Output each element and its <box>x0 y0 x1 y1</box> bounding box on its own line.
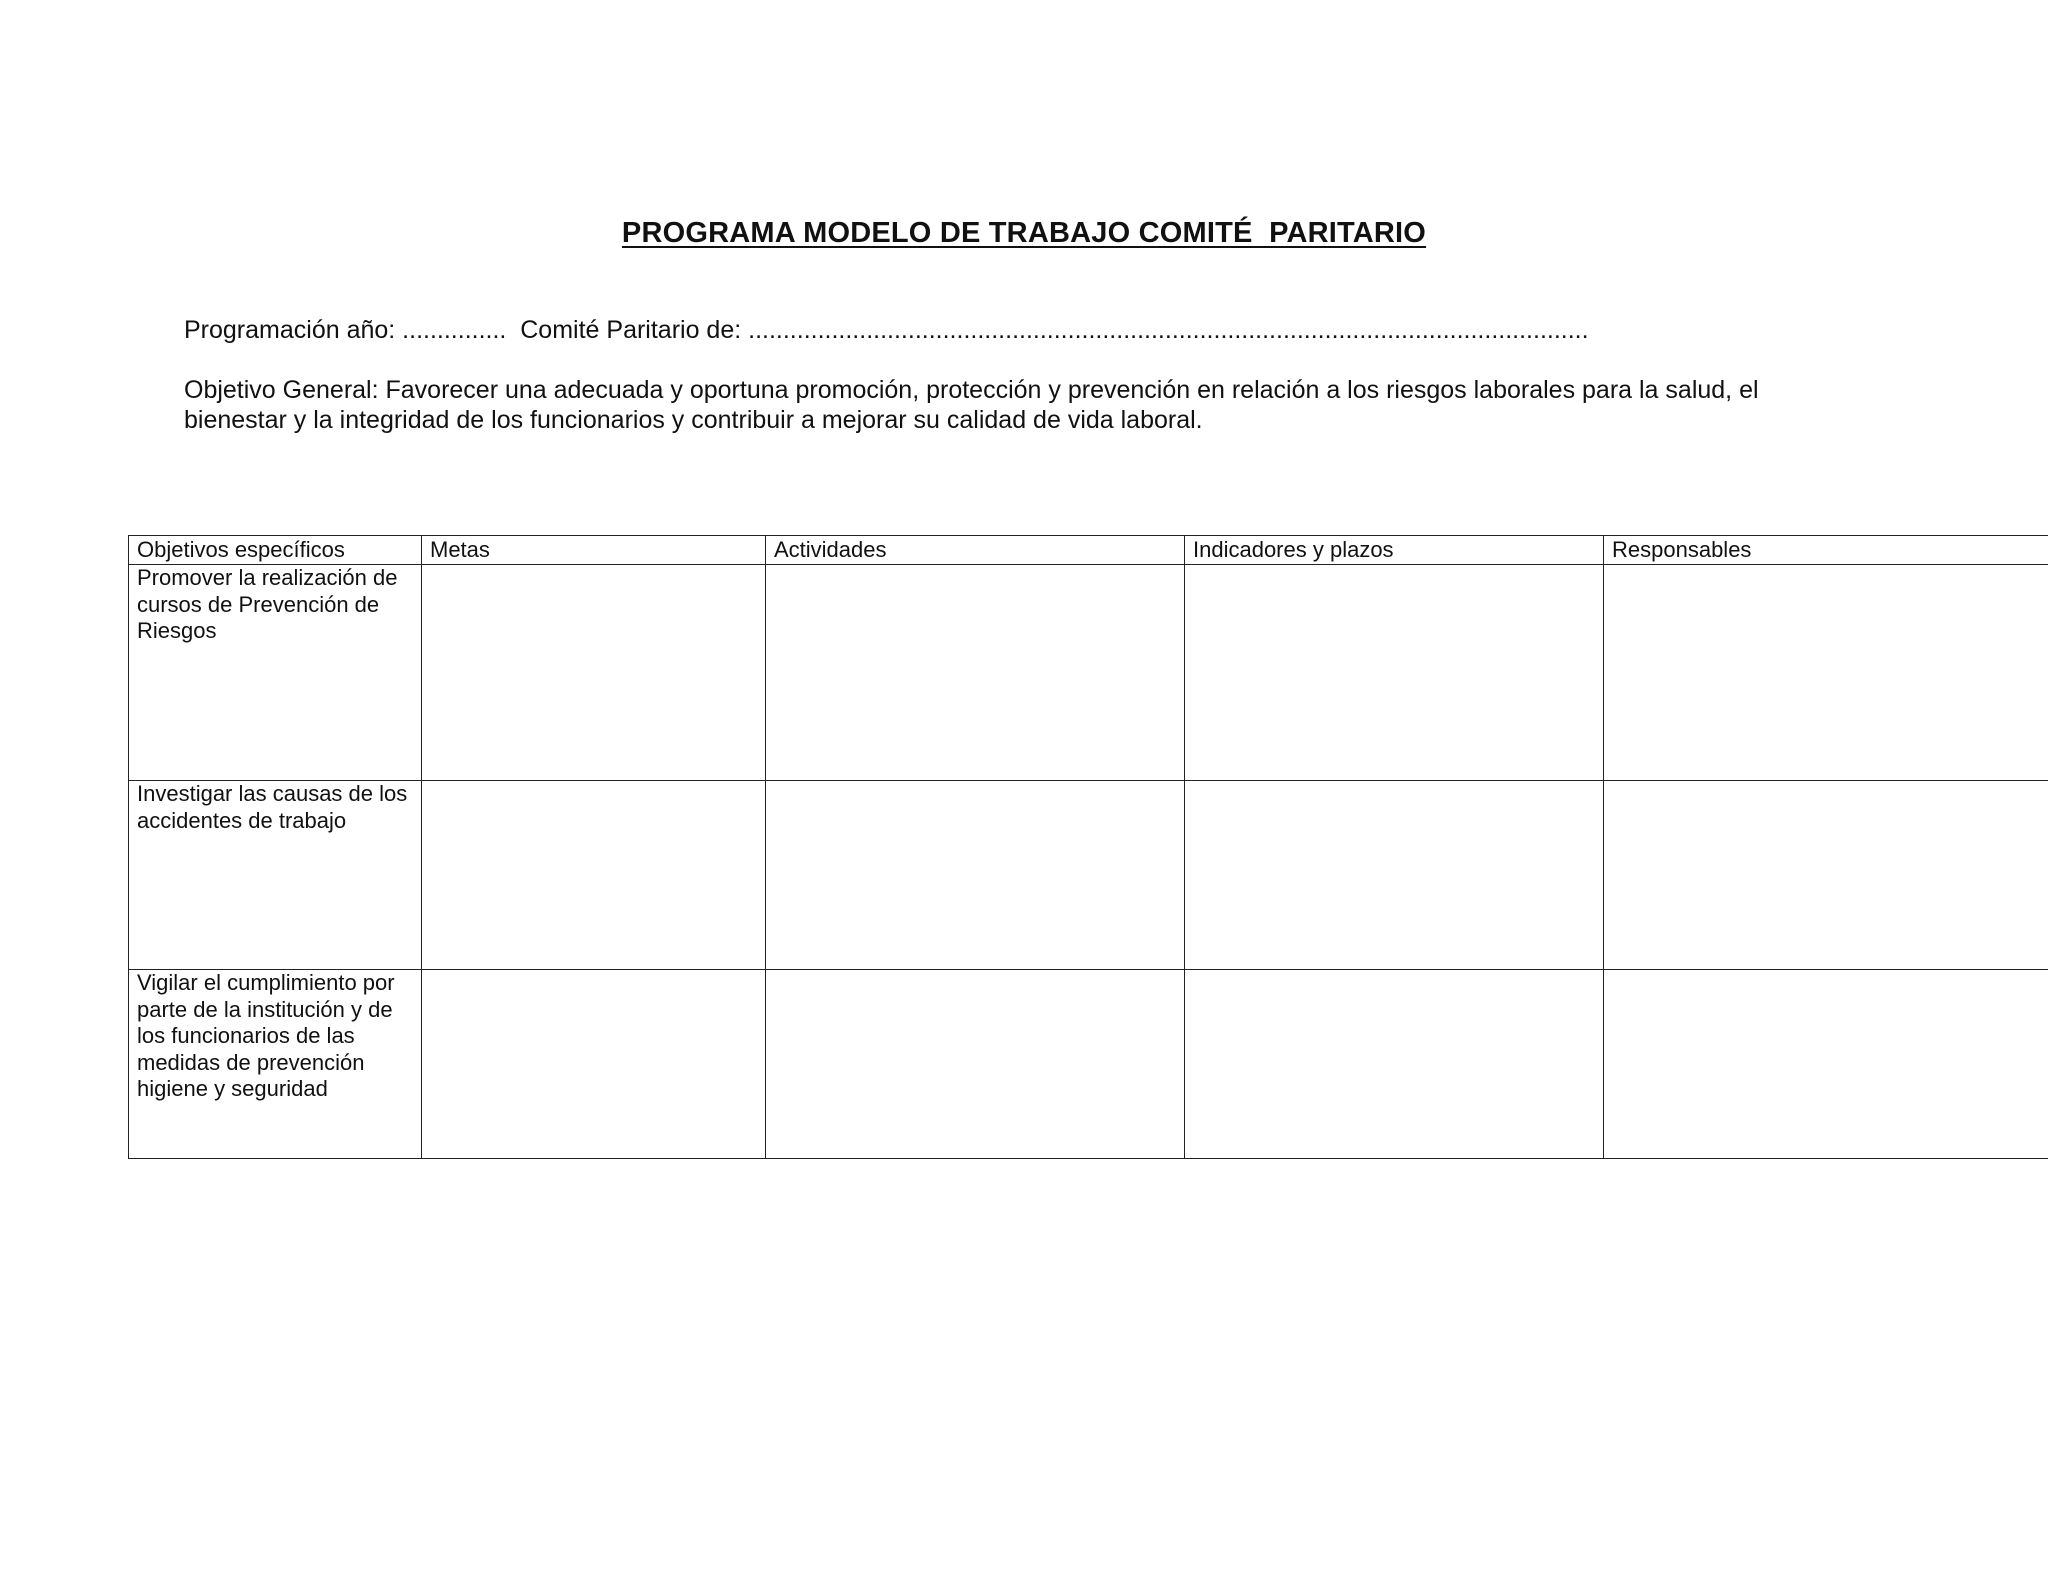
cell-responsables <box>1604 565 2048 781</box>
header-objetivos-especificos: Objetivos específicos <box>129 536 422 565</box>
cell-indicadores <box>1185 781 1604 970</box>
cell-actividades <box>766 781 1185 970</box>
cell-objetivo: Vigilar el cumplimiento por parte de la institución y de los funcionarios de las medidas de prevención higiene y seguridad <box>129 970 422 1159</box>
header-responsables: Responsables <box>1604 536 2048 565</box>
table-row <box>129 781 2048 970</box>
cell-objetivo: Promover la realización de cursos de Prevención de Riesgos <box>129 565 422 781</box>
objetivo-general: Objetivo General: Favorecer una adecuada y oportuna promoción, protección y prevención en relación a los riesgos laborales para la salud, el bienestar y la integridad de los funcionarios y contribuir a mejorar su calidad de vida laboral. <box>184 376 1759 434</box>
table-row <box>129 565 2048 781</box>
table-header-row <box>129 536 2048 565</box>
document-title: PROGRAMA MODELO DE TRABAJO COMITÉ PARITARIO <box>621 217 1427 249</box>
header-metas: Metas <box>422 536 766 565</box>
cell-indicadores <box>1185 970 1604 1159</box>
cell-metas <box>422 781 766 970</box>
header-actividades: Actividades <box>766 536 1185 565</box>
cell-metas <box>422 565 766 781</box>
cell-responsables <box>1604 781 2048 970</box>
table-row <box>129 970 2048 1159</box>
work-program-table <box>128 535 2048 1159</box>
programacion-line: Programación año: ............... Comité Paritario de: ......................................................................................................................... <box>184 316 1589 344</box>
cell-actividades <box>766 970 1185 1159</box>
cell-indicadores <box>1185 565 1604 781</box>
cell-actividades <box>766 565 1185 781</box>
cell-objetivo: Investigar las causas de los accidentes de trabajo <box>129 781 422 970</box>
cell-metas <box>422 970 766 1159</box>
cell-responsables <box>1604 970 2048 1159</box>
header-indicadores-plazos: Indicadores y plazos <box>1185 536 1604 565</box>
